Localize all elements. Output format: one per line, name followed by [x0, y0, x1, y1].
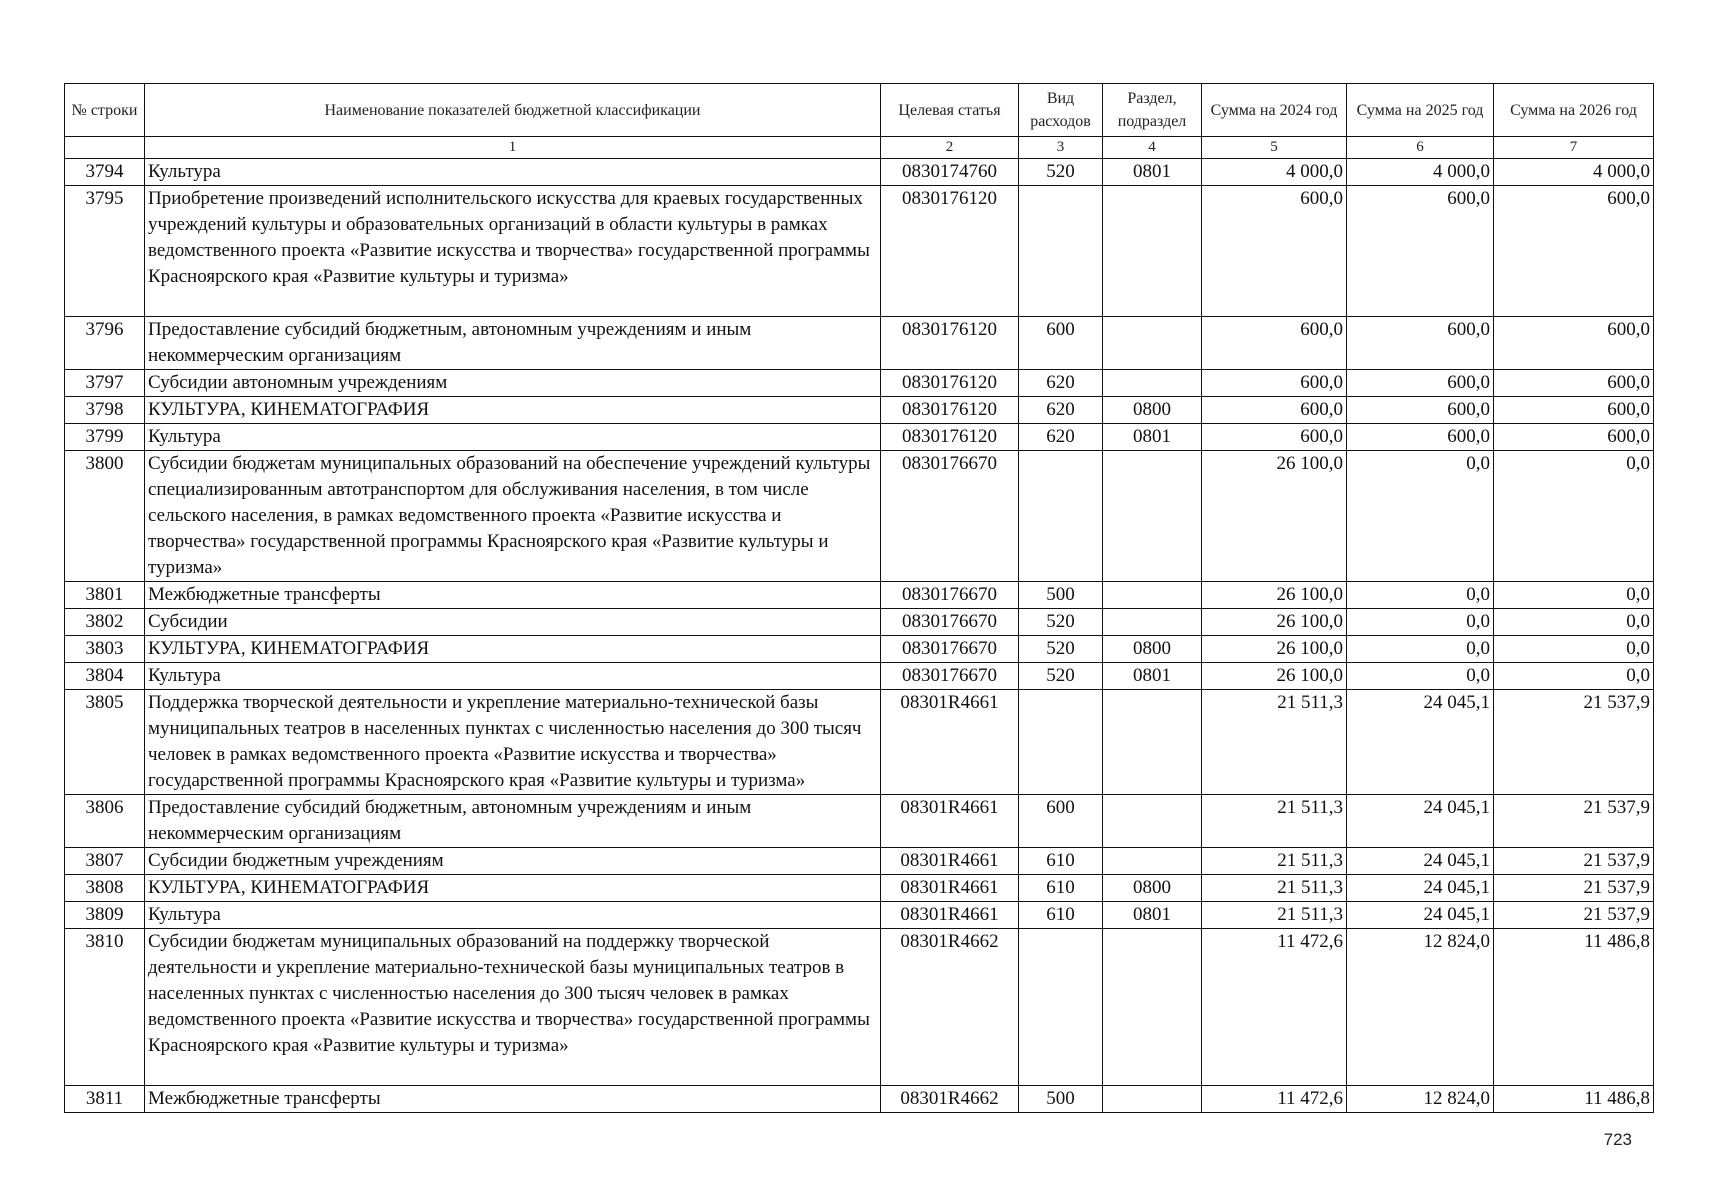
expense-kind [1019, 690, 1103, 795]
column-number: 1 [145, 137, 881, 159]
section-subsection [1103, 186, 1202, 317]
column-number: 3 [1019, 137, 1103, 159]
sum-2025: 24 045,1 [1347, 875, 1494, 902]
header-sum-2026: Сумма на 2026 год [1494, 84, 1654, 137]
sum-2025: 24 045,1 [1347, 902, 1494, 929]
sum-2024: 26 100,0 [1202, 636, 1347, 663]
sum-2024: 26 100,0 [1202, 451, 1347, 582]
row-number: 3808 [65, 875, 145, 902]
sum-2025: 0,0 [1347, 582, 1494, 609]
sum-2026: 600,0 [1494, 424, 1654, 451]
section-subsection [1103, 848, 1202, 875]
table-row [65, 186, 1654, 317]
indicator-name: Субсидии автономным учреждениям [145, 370, 881, 397]
table-header [65, 84, 1654, 159]
indicator-name: Культура [145, 902, 881, 929]
row-number: 3799 [65, 424, 145, 451]
target-article: 08301R4661 [881, 902, 1019, 929]
row-number: 3797 [65, 370, 145, 397]
row-number: 3810 [65, 929, 145, 1086]
sum-2024: 21 511,3 [1202, 795, 1347, 848]
indicator-name: Субсидии бюджетным учреждениям [145, 848, 881, 875]
header-section: Раздел, подраздел [1103, 84, 1202, 137]
expense-kind: 610 [1019, 848, 1103, 875]
expense-kind: 620 [1019, 397, 1103, 424]
target-article: 08301R4661 [881, 848, 1019, 875]
sum-2026: 11 486,8 [1494, 929, 1654, 1086]
row-number: 3804 [65, 663, 145, 690]
section-subsection [1103, 609, 1202, 636]
expense-kind: 600 [1019, 795, 1103, 848]
sum-2025: 600,0 [1347, 370, 1494, 397]
table-row [65, 609, 1654, 636]
header-sum-2024: Сумма на 2024 год [1202, 84, 1347, 137]
section-subsection [1103, 929, 1202, 1086]
sum-2024: 21 511,3 [1202, 848, 1347, 875]
sum-2024: 21 511,3 [1202, 902, 1347, 929]
sum-2026: 0,0 [1494, 663, 1654, 690]
expense-kind: 610 [1019, 875, 1103, 902]
column-number: 2 [881, 137, 1019, 159]
sum-2025: 0,0 [1347, 609, 1494, 636]
section-subsection: 0801 [1103, 424, 1202, 451]
indicator-name: Межбюджетные трансферты [145, 582, 881, 609]
expense-kind [1019, 451, 1103, 582]
column-number [65, 137, 145, 159]
expense-kind: 600 [1019, 317, 1103, 370]
expense-kind: 500 [1019, 1086, 1103, 1113]
page-number: 723 [1603, 1130, 1632, 1149]
header-name: Наименование показателей бюджетной классификации [145, 84, 881, 137]
expense-kind [1019, 929, 1103, 1086]
sum-2026: 21 537,9 [1494, 875, 1654, 902]
table-row [65, 1086, 1654, 1113]
row-number: 3803 [65, 636, 145, 663]
target-article: 0830176120 [881, 424, 1019, 451]
sum-2024: 26 100,0 [1202, 609, 1347, 636]
row-number: 3809 [65, 902, 145, 929]
indicator-name: Культура [145, 424, 881, 451]
expense-kind: 620 [1019, 370, 1103, 397]
sum-2025: 600,0 [1347, 397, 1494, 424]
header-kind: Вид расходов [1019, 84, 1103, 137]
sum-2024: 4 000,0 [1202, 159, 1347, 186]
indicator-name: КУЛЬТУРА, КИНЕМАТОГРАФИЯ [145, 636, 881, 663]
sum-2025: 24 045,1 [1347, 848, 1494, 875]
table-row [65, 451, 1654, 582]
row-number: 3796 [65, 317, 145, 370]
target-article: 08301R4661 [881, 690, 1019, 795]
section-subsection [1103, 582, 1202, 609]
target-article: 08301R4662 [881, 1086, 1019, 1113]
indicator-name: Субсидии бюджетам муниципальных образований на поддержку творческой деятельности и укрепление материально-технической базы муниципальных театров в населенных пунктах с численностью населения до 300 тысяч человек в рамках ведомственного проекта «Развитие искусства и творчества» государственной программы Красноярского края «Развитие культуры и туризма» [145, 929, 881, 1086]
indicator-name: Приобретение произведений исполнительского искусства для краевых государственных учреждений культуры и образовательных организаций в области культуры в рамках ведомственного проекта «Развитие искусства и творчества» государственной программы Красноярского края «Развитие культуры и туризма» [145, 186, 881, 317]
expense-kind: 520 [1019, 663, 1103, 690]
sum-2025: 0,0 [1347, 663, 1494, 690]
column-number: 4 [1103, 137, 1202, 159]
sum-2024: 600,0 [1202, 317, 1347, 370]
indicator-name: Культура [145, 663, 881, 690]
column-number: 5 [1202, 137, 1347, 159]
sum-2025: 4 000,0 [1347, 159, 1494, 186]
budget-table [64, 83, 1654, 1113]
section-subsection [1103, 370, 1202, 397]
target-article: 0830174760 [881, 159, 1019, 186]
expense-kind: 610 [1019, 902, 1103, 929]
row-number: 3801 [65, 582, 145, 609]
column-number-row [65, 137, 1654, 159]
expense-kind: 520 [1019, 609, 1103, 636]
sum-2025: 24 045,1 [1347, 690, 1494, 795]
table-row [65, 848, 1654, 875]
section-subsection [1103, 1086, 1202, 1113]
table-row [65, 317, 1654, 370]
sum-2024: 21 511,3 [1202, 690, 1347, 795]
table-row [65, 663, 1654, 690]
sum-2024: 600,0 [1202, 397, 1347, 424]
table-row [65, 370, 1654, 397]
section-subsection: 0801 [1103, 159, 1202, 186]
section-subsection: 0800 [1103, 875, 1202, 902]
target-article: 0830176670 [881, 451, 1019, 582]
row-number: 3806 [65, 795, 145, 848]
target-article: 08301R4662 [881, 929, 1019, 1086]
sum-2024: 11 472,6 [1202, 1086, 1347, 1113]
table-row [65, 636, 1654, 663]
expense-kind: 520 [1019, 636, 1103, 663]
section-subsection: 0800 [1103, 397, 1202, 424]
table-row [65, 582, 1654, 609]
sum-2024: 600,0 [1202, 424, 1347, 451]
indicator-name: Культура [145, 159, 881, 186]
table-row [65, 875, 1654, 902]
table-row [65, 902, 1654, 929]
header-sum-2025: Сумма на 2025 год [1347, 84, 1494, 137]
sum-2026: 0,0 [1494, 609, 1654, 636]
sum-2025: 600,0 [1347, 317, 1494, 370]
target-article: 0830176120 [881, 186, 1019, 317]
expense-kind: 620 [1019, 424, 1103, 451]
sum-2026: 600,0 [1494, 397, 1654, 424]
row-number: 3800 [65, 451, 145, 582]
sum-2026: 0,0 [1494, 582, 1654, 609]
target-article: 08301R4661 [881, 875, 1019, 902]
section-subsection [1103, 317, 1202, 370]
row-number: 3795 [65, 186, 145, 317]
expense-kind: 520 [1019, 159, 1103, 186]
indicator-name: Предоставление субсидий бюджетным, автономным учреждениям и иным некоммерческим организациям [145, 317, 881, 370]
table-row [65, 795, 1654, 848]
indicator-name: Субсидии бюджетам муниципальных образований на обеспечение учреждений культуры специализированным автотранспортом для обслуживания населения, в том числе сельского населения, в рамках ведомственного проекта «Развитие искусства и творчества» государственной программы Красноярского края «Развитие культуры и туризма» [145, 451, 881, 582]
indicator-name: Субсидии [145, 609, 881, 636]
sum-2026: 21 537,9 [1494, 902, 1654, 929]
section-subsection: 0800 [1103, 636, 1202, 663]
sum-2025: 600,0 [1347, 424, 1494, 451]
header-row-no: № строки [65, 84, 145, 137]
sum-2026: 600,0 [1494, 317, 1654, 370]
table-row [65, 424, 1654, 451]
expense-kind [1019, 186, 1103, 317]
target-article: 0830176120 [881, 317, 1019, 370]
target-article: 0830176120 [881, 397, 1019, 424]
row-number: 3807 [65, 848, 145, 875]
indicator-name: Предоставление субсидий бюджетным, автономным учреждениям и иным некоммерческим организациям [145, 795, 881, 848]
sum-2025: 0,0 [1347, 636, 1494, 663]
sum-2024: 11 472,6 [1202, 929, 1347, 1086]
target-article: 0830176670 [881, 582, 1019, 609]
target-article: 0830176120 [881, 370, 1019, 397]
section-subsection: 0801 [1103, 902, 1202, 929]
table-row [65, 929, 1654, 1086]
sum-2026: 21 537,9 [1494, 848, 1654, 875]
sum-2024: 26 100,0 [1202, 663, 1347, 690]
table-row [65, 690, 1654, 795]
expense-kind: 500 [1019, 582, 1103, 609]
sum-2024: 21 511,3 [1202, 875, 1347, 902]
row-number: 3794 [65, 159, 145, 186]
row-number: 3798 [65, 397, 145, 424]
sum-2026: 600,0 [1494, 186, 1654, 317]
target-article: 0830176670 [881, 609, 1019, 636]
sum-2025: 0,0 [1347, 451, 1494, 582]
section-subsection [1103, 690, 1202, 795]
sum-2026: 0,0 [1494, 636, 1654, 663]
sum-2025: 12 824,0 [1347, 929, 1494, 1086]
table-body [65, 159, 1654, 1113]
sum-2024: 600,0 [1202, 370, 1347, 397]
table-row [65, 159, 1654, 186]
sum-2026: 600,0 [1494, 370, 1654, 397]
sum-2025: 12 824,0 [1347, 1086, 1494, 1113]
column-number: 7 [1494, 137, 1654, 159]
sum-2024: 26 100,0 [1202, 582, 1347, 609]
target-article: 0830176670 [881, 636, 1019, 663]
sum-2026: 11 486,8 [1494, 1086, 1654, 1113]
section-subsection: 0801 [1103, 663, 1202, 690]
section-subsection [1103, 795, 1202, 848]
target-article: 08301R4661 [881, 795, 1019, 848]
section-subsection [1103, 451, 1202, 582]
sum-2026: 21 537,9 [1494, 690, 1654, 795]
sum-2026: 0,0 [1494, 451, 1654, 582]
indicator-name: КУЛЬТУРА, КИНЕМАТОГРАФИЯ [145, 875, 881, 902]
row-number: 3802 [65, 609, 145, 636]
target-article: 0830176670 [881, 663, 1019, 690]
sum-2025: 24 045,1 [1347, 795, 1494, 848]
row-number: 3805 [65, 690, 145, 795]
table-row [65, 397, 1654, 424]
indicator-name: Межбюджетные трансферты [145, 1086, 881, 1113]
header-row [65, 84, 1654, 137]
indicator-name: Поддержка творческой деятельности и укрепление материально-технической базы муниципальных театров в населенных пунктах с численностью населения до 300 тысяч человек в рамках ведомственного проекта «Развитие искусства и творчества» государственной программы Красноярского края «Развитие культуры и туризма» [145, 690, 881, 795]
sum-2025: 600,0 [1347, 186, 1494, 317]
column-number: 6 [1347, 137, 1494, 159]
row-number: 3811 [65, 1086, 145, 1113]
sum-2026: 21 537,9 [1494, 795, 1654, 848]
indicator-name: КУЛЬТУРА, КИНЕМАТОГРАФИЯ [145, 397, 881, 424]
header-target: Целевая статья [881, 84, 1019, 137]
sum-2024: 600,0 [1202, 186, 1347, 317]
sum-2026: 4 000,0 [1494, 159, 1654, 186]
